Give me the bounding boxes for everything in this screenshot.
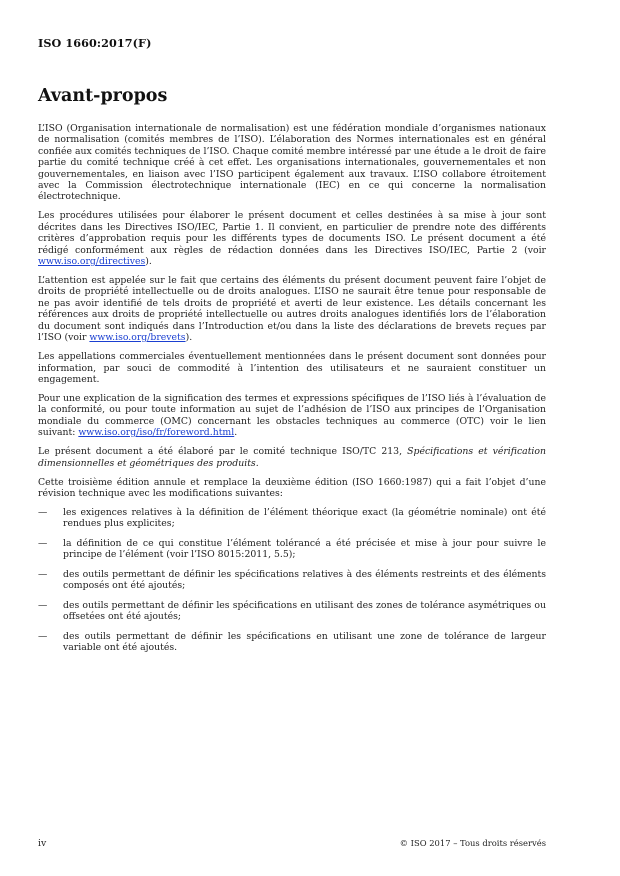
dash-icon: —	[38, 568, 48, 580]
paragraph-conformity: Pour une explication de la signification des termes et expressions spécifiques de l’ISO liés à l’évaluation de la conformité, ou pour toute information au sujet de l’adhésion de l’ISO aux principes de l’Organisation mondiale du commerce (OMC) concernant les obstacles techniques au commerce (OTC) voir le lien suivant: www.iso.org/iso/fr/foreword.html.	[38, 392, 546, 439]
paragraph-procedures: Les procédures utilisées pour élaborer le présent document et celles destinées à sa mise à jour sont décrites dans les Directives ISO/IEC, Partie 1. Il convient, en particulier de prendre note des différents critères d’approbation requis pour les différents types de documents ISO. Le présent document a été rédigé conformément aux règles de rédaction données dans les Directives ISO/IEC, Partie 2 (voir www.iso.org/directives).	[38, 210, 546, 268]
directives-link[interactable]: www.iso.org/directives	[38, 256, 146, 268]
page-number: iv	[38, 838, 47, 849]
document-code-header: ISO 1660:2017(F)	[38, 36, 152, 50]
page-title: Avant-propos	[38, 86, 168, 106]
paragraph-iso-overview: L’ISO (Organisation internationale de normalisation) est une fédération mondiale d’organismes nationaux de normalisation (comités membres de l’ISO). L’élaboration des Normes internationales est en général confiée aux comités techniques de l’ISO. Chaque comité membre intéressé par une étude a le droit de faire partie du comité technique créé à cet effet. Les organisations internationales, gouvernementales et non gouvernementales, en liaison avec l’ISO participent également aux travaux. L’ISO collabore étroitement avec la Commission électrotechnique internationale (IEC) en ce qui concerne la normalisation électrotechnique.	[38, 123, 546, 203]
dash-icon: —	[38, 630, 48, 642]
foreword-body	[38, 123, 546, 662]
changes-list	[38, 507, 546, 654]
patents-link[interactable]: www.iso.org/brevets	[89, 332, 186, 344]
committee-title: Spécifications et vérification dimensionnelles et géométriques des produits	[38, 446, 546, 469]
paragraph-committee: Le présent document a été élaboré par le comité technique ISO/TC 213, Spécifications et vérification dimensionnelles et géométriques des produits.	[38, 446, 546, 469]
dash-icon: —	[38, 599, 48, 611]
dash-icon: —	[38, 506, 48, 518]
list-item: — la définition de ce qui constitue l’élément tolérancé a été précisée et mise à jour pour suivre le principe de l’élément (voir l’ISO 8015:2011, 5.5);	[38, 537, 546, 561]
dash-icon: —	[38, 537, 48, 549]
paragraph-edition: Cette troisième édition annule et remplace la deuxième édition (ISO 1660:1987) qui a fait l’objet d’une révision technique avec les modifications suivantes:	[38, 476, 546, 499]
foreword-link[interactable]: www.iso.org/iso/fr/foreword.html	[78, 427, 235, 439]
paragraph-trade-names: Les appellations commerciales éventuellement mentionnées dans le présent document sont données pour information, par souci de commodité à l’intention des utilisateurs et ne sauraient constituer un engagement.	[38, 351, 546, 385]
list-item: — des outils permettant de définir les spécifications relatives à des éléments restreints et des éléments composés ont été ajoutés;	[38, 568, 546, 592]
list-item: — des outils permettant de définir les spécifications en utilisant une zone de tolérance de largeur variable ont été ajoutés.	[38, 630, 546, 654]
copyright-notice: © ISO 2017 – Tous droits réservés	[399, 838, 546, 848]
list-item: — des outils permettant de définir les spécifications en utilisant des zones de tolérance asymétriques ou offsetées ont été ajoutés;	[38, 599, 546, 623]
list-item: — les exigences relatives à la définition de l’élément théorique exact (la géométrie nominale) ont été rendues plus explicites;	[38, 506, 546, 530]
paragraph-patents: L’attention est appelée sur le fait que certains des éléments du présent document peuvent faire l’objet de droits de propriété intellectuelle ou de droits analogues. L’ISO ne saurait être tenue pour responsable de ne pas avoir identifié de tels droits de propriété et averti de leur existence. Les détails concernant les références aux droits de propriété intellectuelle ou autres droits analogues identifiés lors de l’élaboration du document sont indiqués dans l’Introduction et/ou dans la liste des déclarations de brevets reçues par l’ISO (voir www.iso.org/brevets).	[38, 275, 546, 344]
